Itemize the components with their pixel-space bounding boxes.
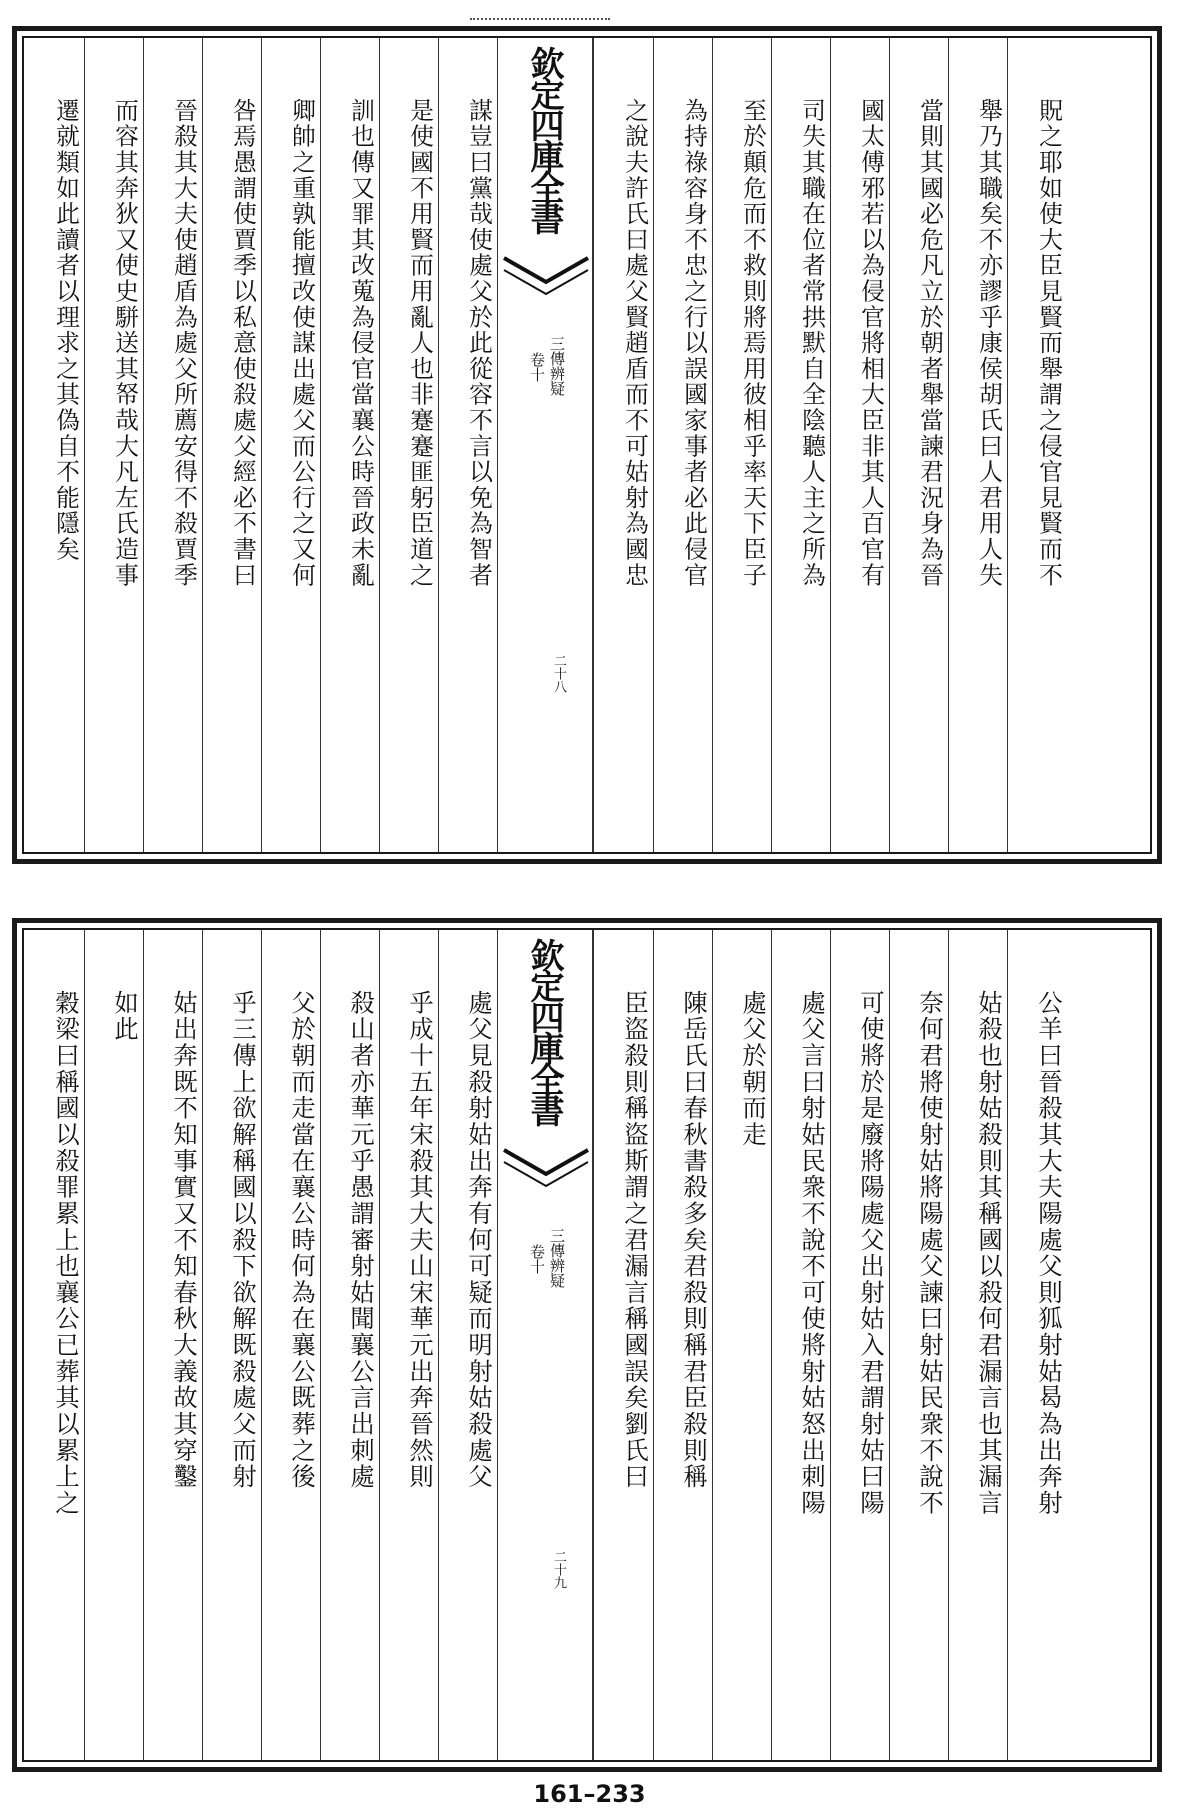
column-text: 謀豈曰黨哉使處父於此從容不言以免為智者 [465,98,493,589]
column-text: 舉乃其職矣不亦謬乎康侯胡氏曰人君用人失 [975,98,1003,589]
gutter-page-number: 二十八 [551,654,566,693]
text-column [84,38,143,852]
top-dotted-mark [470,18,610,23]
column-text: 如此 [110,990,139,1043]
column-text: 晉殺其大夫使趙盾為處父所薦安得不殺賈季 [170,98,198,589]
column-text: 當則其國必危凡立於朝者舉當諫君況身為晉 [916,98,944,589]
text-column [653,930,712,1760]
column-text: 父於朝而走當在襄公時何為在襄公既葬之後 [287,990,316,1491]
gutter-volume: 卷十 [528,1244,546,1274]
text-column [379,930,438,1760]
page-footer-number: 161–233 [533,1780,646,1808]
column-text: 卿帥之重孰能擅改使謀出處父而公行之又何 [288,98,316,589]
page-bottom [12,918,1162,1772]
gutter-title: 欽定四庫全書 [524,46,564,232]
page-top [12,26,1162,864]
column-text: 穀梁曰稱國以殺罪累上也襄公已葬其以累上之 [51,990,80,1517]
page-top-inner-frame [22,36,1152,854]
column-text: 為持祿容身不忠之行以誤國家事者必此侵官 [680,98,708,589]
text-column [593,930,653,1760]
column-text: 姑出奔既不知事實又不知春秋大義故其穿鑿 [169,990,198,1491]
text-column [1007,38,1067,852]
text-column [24,38,84,852]
fish-tail-mark-icon [502,252,590,312]
text-column [143,38,202,852]
column-text: 殺山者亦華元乎愚謂審射姑聞襄公言出刺處 [346,990,375,1491]
text-column [771,38,830,852]
column-text: 國太傅邪若以為侵官將相大臣非其人百官有 [857,98,885,589]
column-text: 公羊曰晉殺其大夫陽處父則狐射姑曷為出奔射 [1034,990,1063,1517]
column-text: 陳岳氏曰春秋書殺多矣君殺則稱君臣殺則稱 [679,990,708,1491]
text-column [379,38,438,852]
text-column [24,930,84,1760]
text-column [202,930,261,1760]
column-text: 乎成十五年宋殺其大夫山宋華元出奔晉然則 [405,990,434,1491]
text-column [320,38,379,852]
text-column [320,930,379,1760]
column-text: 處父言曰射姑民衆不說不可使將射姑怒出刺陽 [797,990,826,1517]
page-bottom-inner-frame [22,928,1152,1762]
text-column [143,930,202,1760]
text-column [948,930,1007,1760]
column-text: 而容其奔狄又使史駢送其帑哉大凡左氏造事 [111,98,139,589]
text-column [712,38,771,852]
column-text: 可使將於是廢將陽處父出射姑入君謂射姑曰陽 [856,990,885,1517]
text-column [712,930,771,1760]
text-column [261,38,320,852]
gutter-title: 欽定四庫全書 [524,938,564,1124]
column-text: 乎三傳上欲解稱國以殺下欲解既殺處父而射 [228,990,257,1491]
column-text: 遷就類如此讀者以理求之其偽自不能隱矣 [52,98,80,563]
text-column [830,38,889,852]
column-text: 貺之耶如使大臣見賢而舉謂之侵官見賢而不 [1035,98,1063,589]
text-column [771,930,830,1760]
text-column [438,930,497,1760]
column-text: 之說夫許氏曰處父賢趙盾而不可姑射為國忠 [621,98,649,589]
column-text: 奈何君將使射姑將陽處父諫曰射姑民衆不說不 [915,990,944,1517]
text-column [261,930,320,1760]
column-text: 咎焉愚謂使賈季以私意使殺處父經必不書曰 [229,98,257,589]
column-text: 至於顛危而不救則將焉用彼相乎率天下臣子 [739,98,767,589]
gutter-page-number: 二十九 [551,1550,566,1589]
column-text: 是使國不用賢而用亂人也非蹇蹇匪躬臣道之 [406,98,434,589]
gutter-book-title: 三傳辨疑 [548,1228,566,1288]
column-text: 處父見殺射姑出奔有何可疑而明射姑殺處父 [464,990,493,1491]
text-column [84,930,143,1760]
column-text: 訓也傳又罪其改蒐為侵官當襄公時晉政未亂 [347,98,375,589]
text-column [889,38,948,852]
text-column [593,38,653,852]
text-column [830,930,889,1760]
fish-tail-mark-icon [502,1144,590,1204]
gutter-volume: 卷十 [528,352,546,382]
text-column [1007,930,1067,1760]
center-gutter [497,38,593,852]
column-text: 司失其職在位者常拱默自全陰聽人主之所為 [798,98,826,589]
text-column [889,930,948,1760]
text-column [948,38,1007,852]
text-column [202,38,261,852]
column-text: 處父於朝而走 [738,990,767,1148]
column-text: 姑殺也射姑殺則其稱國以殺何君漏言也其漏言 [974,990,1003,1517]
text-column [438,38,497,852]
column-text: 臣盜殺則稱盜斯謂之君漏言稱國誤矣劉氏曰 [620,990,649,1491]
gutter-book-title: 三傳辨疑 [548,336,566,396]
text-column [653,38,712,852]
center-gutter [497,930,593,1760]
